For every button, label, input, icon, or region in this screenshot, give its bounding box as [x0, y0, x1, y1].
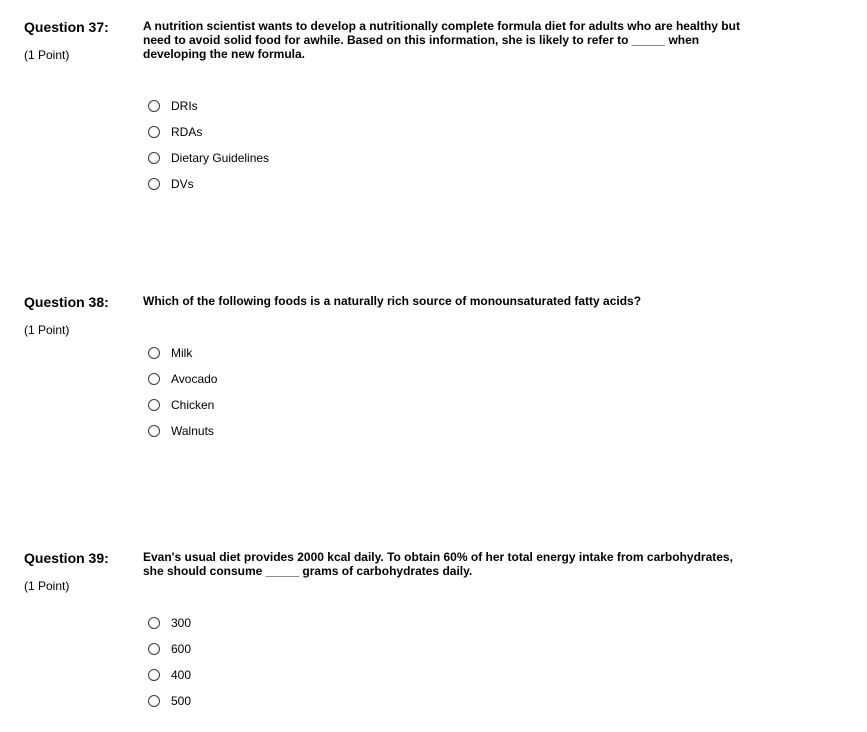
- answer-options: [148, 93, 269, 197]
- radio-button[interactable]: [148, 152, 160, 164]
- answer-option-label: Avocado: [171, 372, 218, 386]
- answer-option[interactable]: [148, 119, 269, 145]
- answer-option[interactable]: [148, 418, 217, 444]
- radio-button[interactable]: [148, 695, 160, 707]
- answer-option-label: DVs: [171, 177, 194, 191]
- answer-option[interactable]: [148, 93, 269, 119]
- answer-option[interactable]: [148, 392, 217, 418]
- question-points: (1 Point): [24, 323, 70, 337]
- radio-button[interactable]: [148, 347, 160, 359]
- question-text: Which of the following foods is a naturally rich source of monounsaturated fatty acids?: [143, 294, 642, 308]
- answer-option-label: 400: [171, 668, 192, 682]
- answer-option[interactable]: [148, 636, 191, 662]
- question-points: (1 Point): [24, 579, 70, 593]
- answer-option-label: DRIs: [171, 99, 198, 113]
- answer-option-label: Milk: [171, 346, 193, 360]
- answer-option[interactable]: [148, 340, 217, 366]
- radio-button[interactable]: [148, 617, 160, 629]
- answer-option[interactable]: [148, 662, 191, 688]
- question-number: Question 38:: [24, 294, 109, 310]
- answer-option-label: 600: [171, 642, 192, 656]
- radio-button[interactable]: [148, 399, 160, 411]
- answer-option-label: Walnuts: [171, 424, 214, 438]
- question-text: Evan's usual diet provides 2000 kcal daily. To obtain 60% of her total energy intake from carbohydrates, she should consume _____ grams of carbohydrates daily.: [143, 550, 733, 578]
- answer-option-label: 500: [171, 694, 192, 708]
- question-text: A nutrition scientist wants to develop a nutritionally complete formula diet for adults who are healthy but need to avoid solid food for awhile. Based on this information, she is likely to refer to _____ when developing the new formula.: [143, 19, 740, 61]
- answer-option[interactable]: [148, 145, 269, 171]
- answer-options: [148, 610, 191, 714]
- radio-button[interactable]: [148, 643, 160, 655]
- radio-button[interactable]: [148, 126, 160, 138]
- radio-button[interactable]: [148, 373, 160, 385]
- answer-option-label: 300: [171, 616, 192, 630]
- answer-option-label: Chicken: [171, 398, 215, 412]
- radio-button[interactable]: [148, 425, 160, 437]
- answer-option[interactable]: [148, 610, 191, 636]
- answer-option[interactable]: [148, 171, 269, 197]
- question-number: Question 39:: [24, 550, 109, 566]
- answer-option[interactable]: [148, 688, 191, 714]
- question-number: Question 37:: [24, 19, 109, 35]
- radio-button[interactable]: [148, 100, 160, 112]
- radio-button[interactable]: [148, 178, 160, 190]
- answer-options: [148, 340, 217, 444]
- radio-button[interactable]: [148, 669, 160, 681]
- answer-option[interactable]: [148, 366, 217, 392]
- answer-option-label: RDAs: [171, 125, 203, 139]
- question-points: (1 Point): [24, 48, 70, 62]
- answer-option-label: Dietary Guidelines: [171, 151, 270, 165]
